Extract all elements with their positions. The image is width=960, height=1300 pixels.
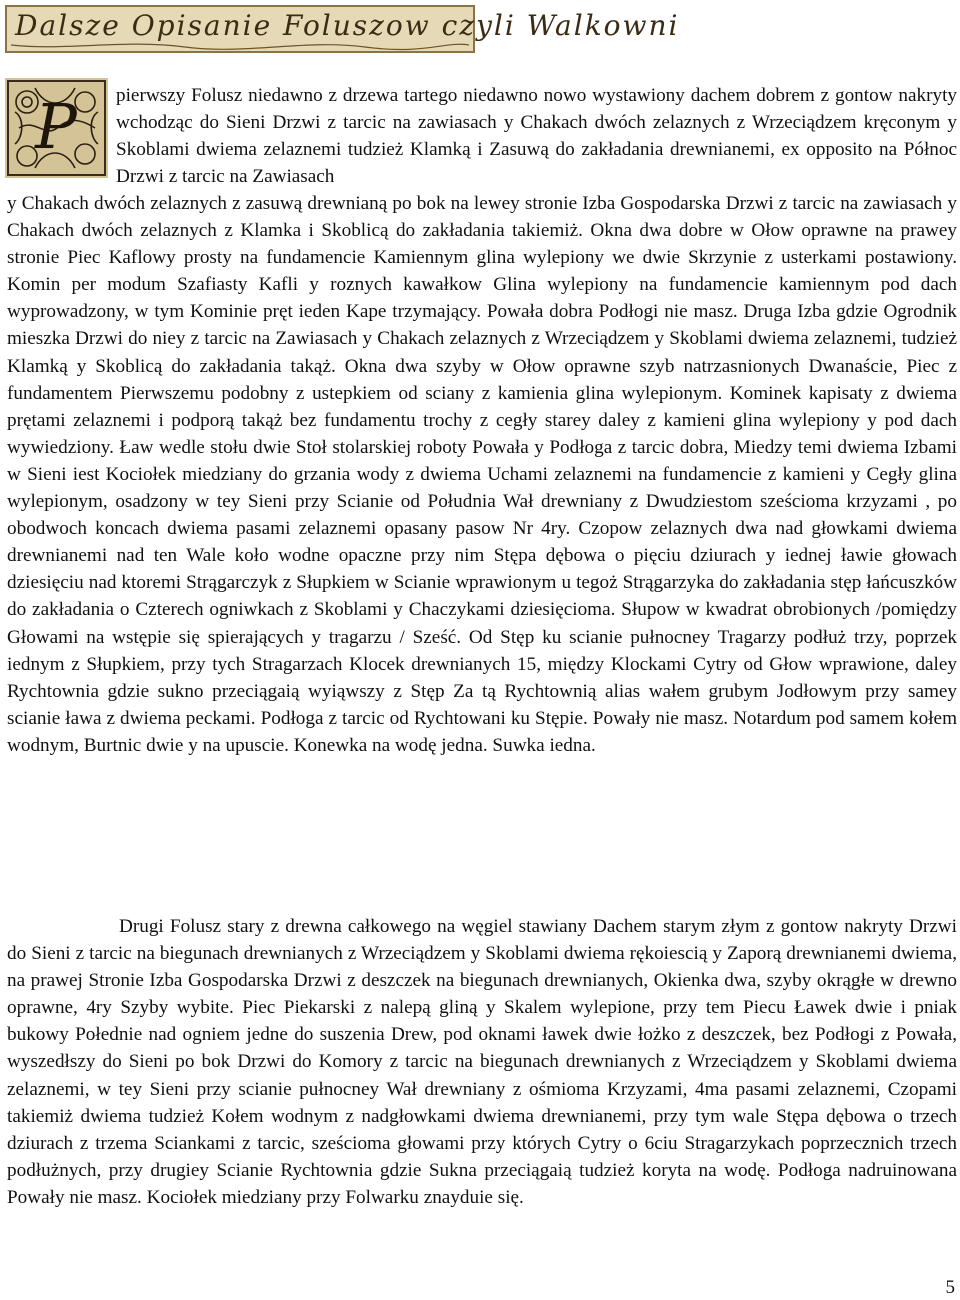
header-banner bbox=[5, 5, 680, 53]
paragraph-2-body: Drugi Folusz stary z drewna całkowego na węgiel stawiany Dachem starym złym z gontow nakryty Drzwi do Sieni z tarcic na biegunach drewnianych z Wrzeciądzem y Skoblami dwiema rękoiescią y Zaporą drewnianemi dwiema, na prawej Stronie Izba Gospodarska Drzwi z deszczek na biegunach drewnianych, Okienka dwa, szyby okrągłe w drewno oprawne, 4ry Szyby wybite. Piec Piekarski z nalepą gliną y Skalem wylepione, przy tem Piecu Ławek dwie i pniak bukowy Połednie nad ogniem jedne do suszenia Drew, pod oknami ławek dwie łożko z deszczek, bez Podłogi z Powała, wyszedłszy do Sieni po bok Drzwi do Komory z tarcic na biegunach drewnianych z Wrzeciądzem y Skoblami dwiema zelaznemi, w tey Sieni przy scianie pułnocney Wał drewniany z ośmioma Krzyzami, 4ma pasami zelaznemi, Czopami takiemiż dwiema tudzież Kołem wodnym z nadgłowkami dwiema drewnianemi, przy tym wale Stępa dębowa o trzech dziurach z trzema Sciankami z tarcic, sześcioma głowami przy których Cytry o 6ciu Stragarzykach poprzecznich trzech podłużnych, przy drugiey Scianie Rychtownia gdzie Sukna przeciągaią tudzież koryta na wodę. Podłoga nadruinowana Powały nie masz. Kociołek miedziany przy Folwarku znayduie się. bbox=[7, 916, 957, 1208]
banner-title: Dalsze Opisanie Foluszow czyli Walkowni bbox=[15, 9, 680, 42]
dropcap-letter: P bbox=[35, 90, 77, 163]
ornate-initial-icon bbox=[5, 78, 108, 178]
paragraph-2 bbox=[7, 913, 957, 1211]
paragraph-1-body: y Chakach dwóch zelaznych z zasuwą drewnianą po bok na lewey stronie Izba Gospodarska Drzwi z tarcic na zawiasach y Chakach dwóch zelaznych z Klamka i Skoblicą do zakładania takiemiż. Okna dwa dobre w Ołow oprawne na prawey stronie Piec Kaflowy prosty na fundamencie Kamiennym glina wylepiony we dwie Skrzynie z usterkami postawiony. Komin per modum Szafiasty Kafli y roznych kawałkow Glina wylepiony na fundamencie kamiennym pod dach wyprowadzony, w tym Kominie pręt ieden Kape trzymający. Powała dobra Podłogi nie masz. Druga Izba gdzie Ogrodnik mieszka Drzwi do niey z tarcic na Zawiasach y Chakach zelaznych z Wrzeciądzem y Skoblami dwiema zelaznemi, tudzież Klamką y Skoblicą do zakładania takąż. Okna dwa szyby w Ołow oprawne szyb natrzasnionych Dwanaście, Piec z fundamentem Pierwszemu podobny z ustepkiem od sciany z kamienia glina wylepionym. Kominek kapisaty z dwiema prętami zelaznemi i podporą takąż bez fundamentu trochy z cegły starey daley z kamieni glina wylepiony y pod dach wywiedziony. Ław wedle stołu dwie Stoł stolarskiej roboty Powała y Podłoga z tarcic dobra, Miedzy temi dwiema Izbami w Sieni iest Kociołek miedziany do grzania wody z dwiema Uchami zelaznemi na fundamencie z kamieni y Cegły glina wylepionym, osadzony w tey Sieni przy Scianie od Południa Wał drewniany z Dwudziestom sześcioma krzyzami , po obodwoch koncach dwiema pasami zelaznemi opasany pasow Nr 4ry. Czopow zelaznych dwa nad głowkami dwiema drewnianemi nad ten Wale koło wodne opaczne przy nim Stępa dębowa o pięciu dziurach y iednej ławie głowach dziesięciu nad ktoremi Strągarczyk z Słupkiem w Scianie wprawionym u tegoż Strągarzyka do zakładania stęp łańcuszków do zakładania o Czterech ogniwkach z Skoblami y Chaczykami dziesięcioma. Słupow w kwadrat obrobionych /pomiędzy Głowami na wstępie się spierających y tragarzu / Sześć. Od Stęp ku scianie pułnocney Tragarzy podłuż trzy, poprzek iednym z Słupkiem, przy tych Stragarzach Klocek drewnianych 15, między Klockami Cytry od Głow wprawione, daley Rychtownia gdzie sukno przeciągaią wyiąwszy z Stęp Za tą Rychtownią alias wałem grubym Jodłowym przy samey scianie ława z dwiema peckami. Podłoga z tarcic od Rychtowani ku Stępie. Powały nie masz. Notardum pod samem kołem wodnym, Burtnic dwie y na upuscie. Konewka na wodę jedna. Suwka iedna. bbox=[7, 193, 957, 756]
paragraph-1-intro: pierwszy Folusz niedawno z drzewa tartego niedawno nowo wystawiony dachem dobrem z gontow nakryty wchodząc do Sieni Drzwi z tarcic na zawiasach y Chakach dwóch zelaznych z Wrzeciądzem kręconym y Skoblami dwiema zelaznemi tudzież Klamką i Zasuwą do zakładania drewnianemi, ex opposito na Północ Drzwi z tarcic na Zawiasach bbox=[116, 85, 957, 188]
ornate-initial-p bbox=[5, 78, 108, 178]
page-number: 5 bbox=[945, 1277, 955, 1298]
